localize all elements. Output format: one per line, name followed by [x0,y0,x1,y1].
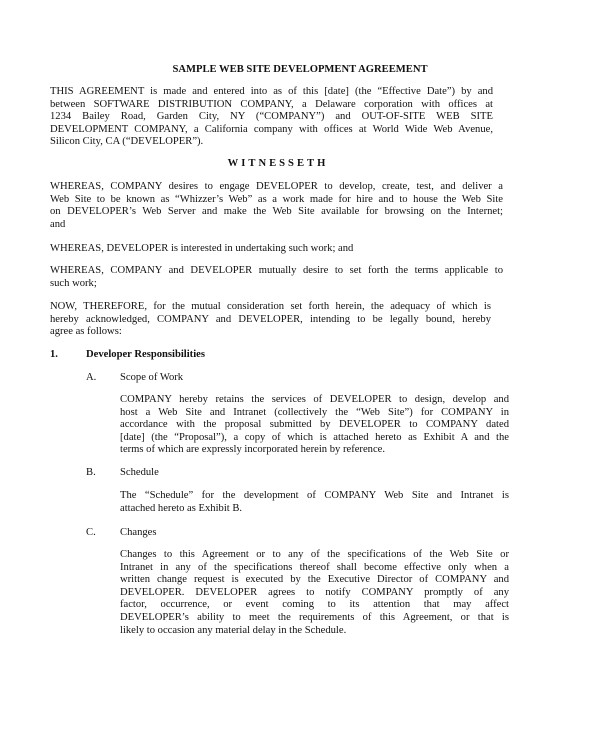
whereas-paragraph-3 [50,265,503,290]
scope-line: accordance with the proposal submitted by DEVELOPER to COMPANY dated [120,419,509,431]
intro-line: THIS AGREEMENT is made and entered into as of this [date] (the “Effective Date”) by and [50,86,493,97]
whereas-line: Web Site to be known as “Whizzer’s Web” as a work made for hire and to house the Web Site [50,193,503,205]
whereas-paragraph-1 [50,181,503,231]
document-title: SAMPLE WEB SITE DEVELOPMENT AGREEMENT [172,64,428,75]
subsection-heading: Schedule [120,467,159,478]
witnesseth-heading: WITNESSETH [227,158,329,169]
whereas-line: on DEVELOPER’s Web Server and make the Web Site available for browsing on the Internet; [50,206,503,218]
intro-paragraph [50,86,493,149]
subsection-letter: C. [86,527,96,538]
changes-line: likely to occasion any material delay in the Schedule. [120,624,347,636]
subsection-heading: Scope of Work [120,372,184,383]
changes-paragraph [120,549,509,637]
now-therefore-line: hereby acknowledged, COMPANY and DEVELOPER, intending to be legally bound, hereby [50,313,491,325]
intro-line: Silicon City, CA (“DEVELOPER”). [50,136,204,148]
scope-line: COMPANY hereby retains the services of DEVELOPER to design, develop and [120,394,509,405]
scope-line: terms of which are expressly incorporated herein by reference. [120,444,386,456]
subsection-heading: Changes [120,527,157,538]
subsection-letter: A. [86,372,97,383]
schedule-line: attached hereto as Exhibit B. [120,502,243,514]
scope-line: [date] (the “Proposal”), a copy of which is attached hereto as Exhibit A and the [120,431,509,443]
scope-of-work-paragraph [120,394,509,457]
intro-line: between SOFTWARE DISTRIBUTION COMPANY, a Delaware corporation with offices at [50,98,493,110]
intro-line: DEVELOPMENT COMPANY, a California company with offices at World Wide Web Avenue, [50,123,493,135]
changes-line: written change request is executed by the Executive Director of COMPANY and [120,574,509,586]
now-therefore-line: agree as follows: [50,326,122,338]
whereas-paragraph-2: WHEREAS, DEVELOPER is interested in undertaking such work; and [50,243,354,254]
changes-line: factor, occurrence, or event coming to its attention that may affect [120,599,509,611]
whereas-line: such work; [50,277,97,289]
changes-line: DEVELOPER. DEVELOPER agrees to notify COMPANY promptly of any [120,586,509,598]
intro-line: 1234 Bailey Road, Garden City, NY (“COMPANY”) and OUT-OF-SITE WEB SITE [50,111,493,123]
now-therefore-paragraph [50,301,491,339]
changes-line: Intranet in any of the specifications thereof shall become effective only when a [120,561,509,573]
schedule-paragraph [120,490,509,515]
now-therefore-line: NOW, THEREFORE, for the mutual consideration set forth herein, the adequacy of which is [50,301,491,312]
section-number: 1. [50,349,58,360]
scope-line: host a Web Site and Intranet (collectively the “Web Site”) for COMPANY in [120,406,509,418]
whereas-line: WHEREAS, COMPANY and DEVELOPER mutually desire to set forth the terms applicable to [50,265,503,276]
schedule-line: The “Schedule” for the development of COMPANY Web Site and Intranet is [120,490,509,501]
changes-line: Changes to this Agreement or to any of the specifications of the Web Site or [120,549,509,560]
whereas-line: and [50,218,66,230]
whereas-line: WHEREAS, COMPANY desires to engage DEVELOPER to develop, create, test, and deliver a [50,181,503,192]
section-heading: Developer Responsibilities [86,349,205,360]
changes-line: DEVELOPER’s ability to meet the requirements of this Agreement, or that is [120,611,509,623]
subsection-letter: B. [86,467,96,478]
